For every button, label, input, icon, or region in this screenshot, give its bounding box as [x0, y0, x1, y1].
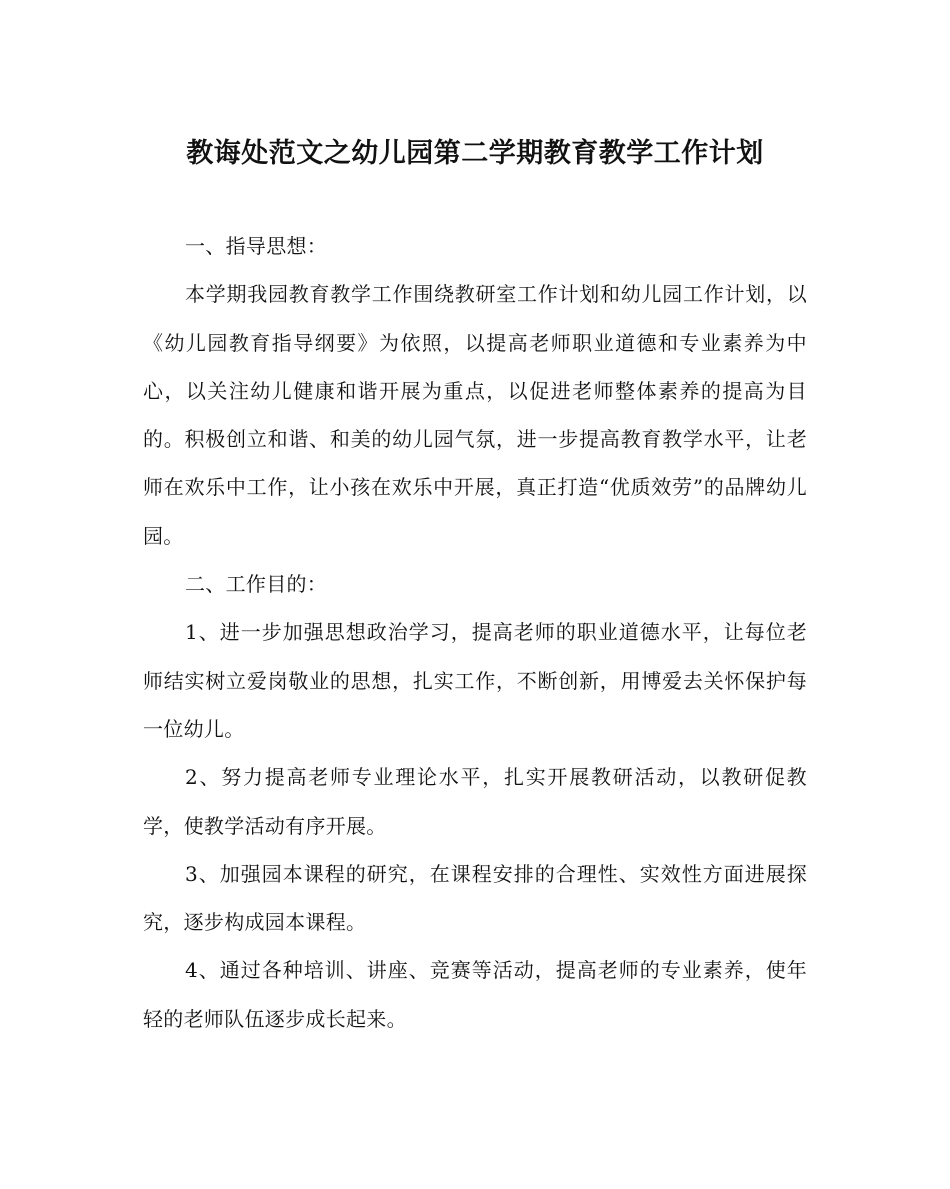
list-item: 4、通过各种培训、讲座、竞赛等活动，提高老师的专业素养，使年轻的老师队伍逐步成长起来。: [143, 958, 807, 1031]
list-item: 2、努力提高老师专业理论水平，扎实开展教研活动，以教研促教学，使教学活动有序开展。: [143, 765, 807, 838]
section-heading: 一、指导思想：: [185, 234, 328, 258]
document-title: 教诲处范文之幼儿园第二学期教育教学工作计划: [186, 138, 764, 169]
paragraph: 本学期我园教育教学工作围绕教研室工作计划和幼儿园工作计划，以《幼儿园教育指导纲要》为依照，以提高老师职业道德和专业素养为中心，以关注幼儿健康和谐开展为重点，以促进老师整体素养的提高为目的。积极创立和谐、和美的幼儿园气氛，进一步提高教育教学水平，让老师在欢乐中工作，让小孩在欢乐中开展，真正打造“优质效劳”的品牌幼儿园。: [143, 282, 807, 548]
list-item: 3、加强园本课程的研究，在课程安排的合理性、实效性方面进展探究，逐步构成园本课程。: [143, 861, 807, 935]
document-body: [143, 222, 807, 1043]
section-heading: 二、工作目的：: [185, 572, 328, 597]
list-item: 1、进一步加强思想政治学习，提高老师的职业道德水平，让每位老师结实树立爱岗敬业的思想，扎实工作，不断创新，用博爱去关怀保护每一位幼儿。: [143, 620, 807, 741]
